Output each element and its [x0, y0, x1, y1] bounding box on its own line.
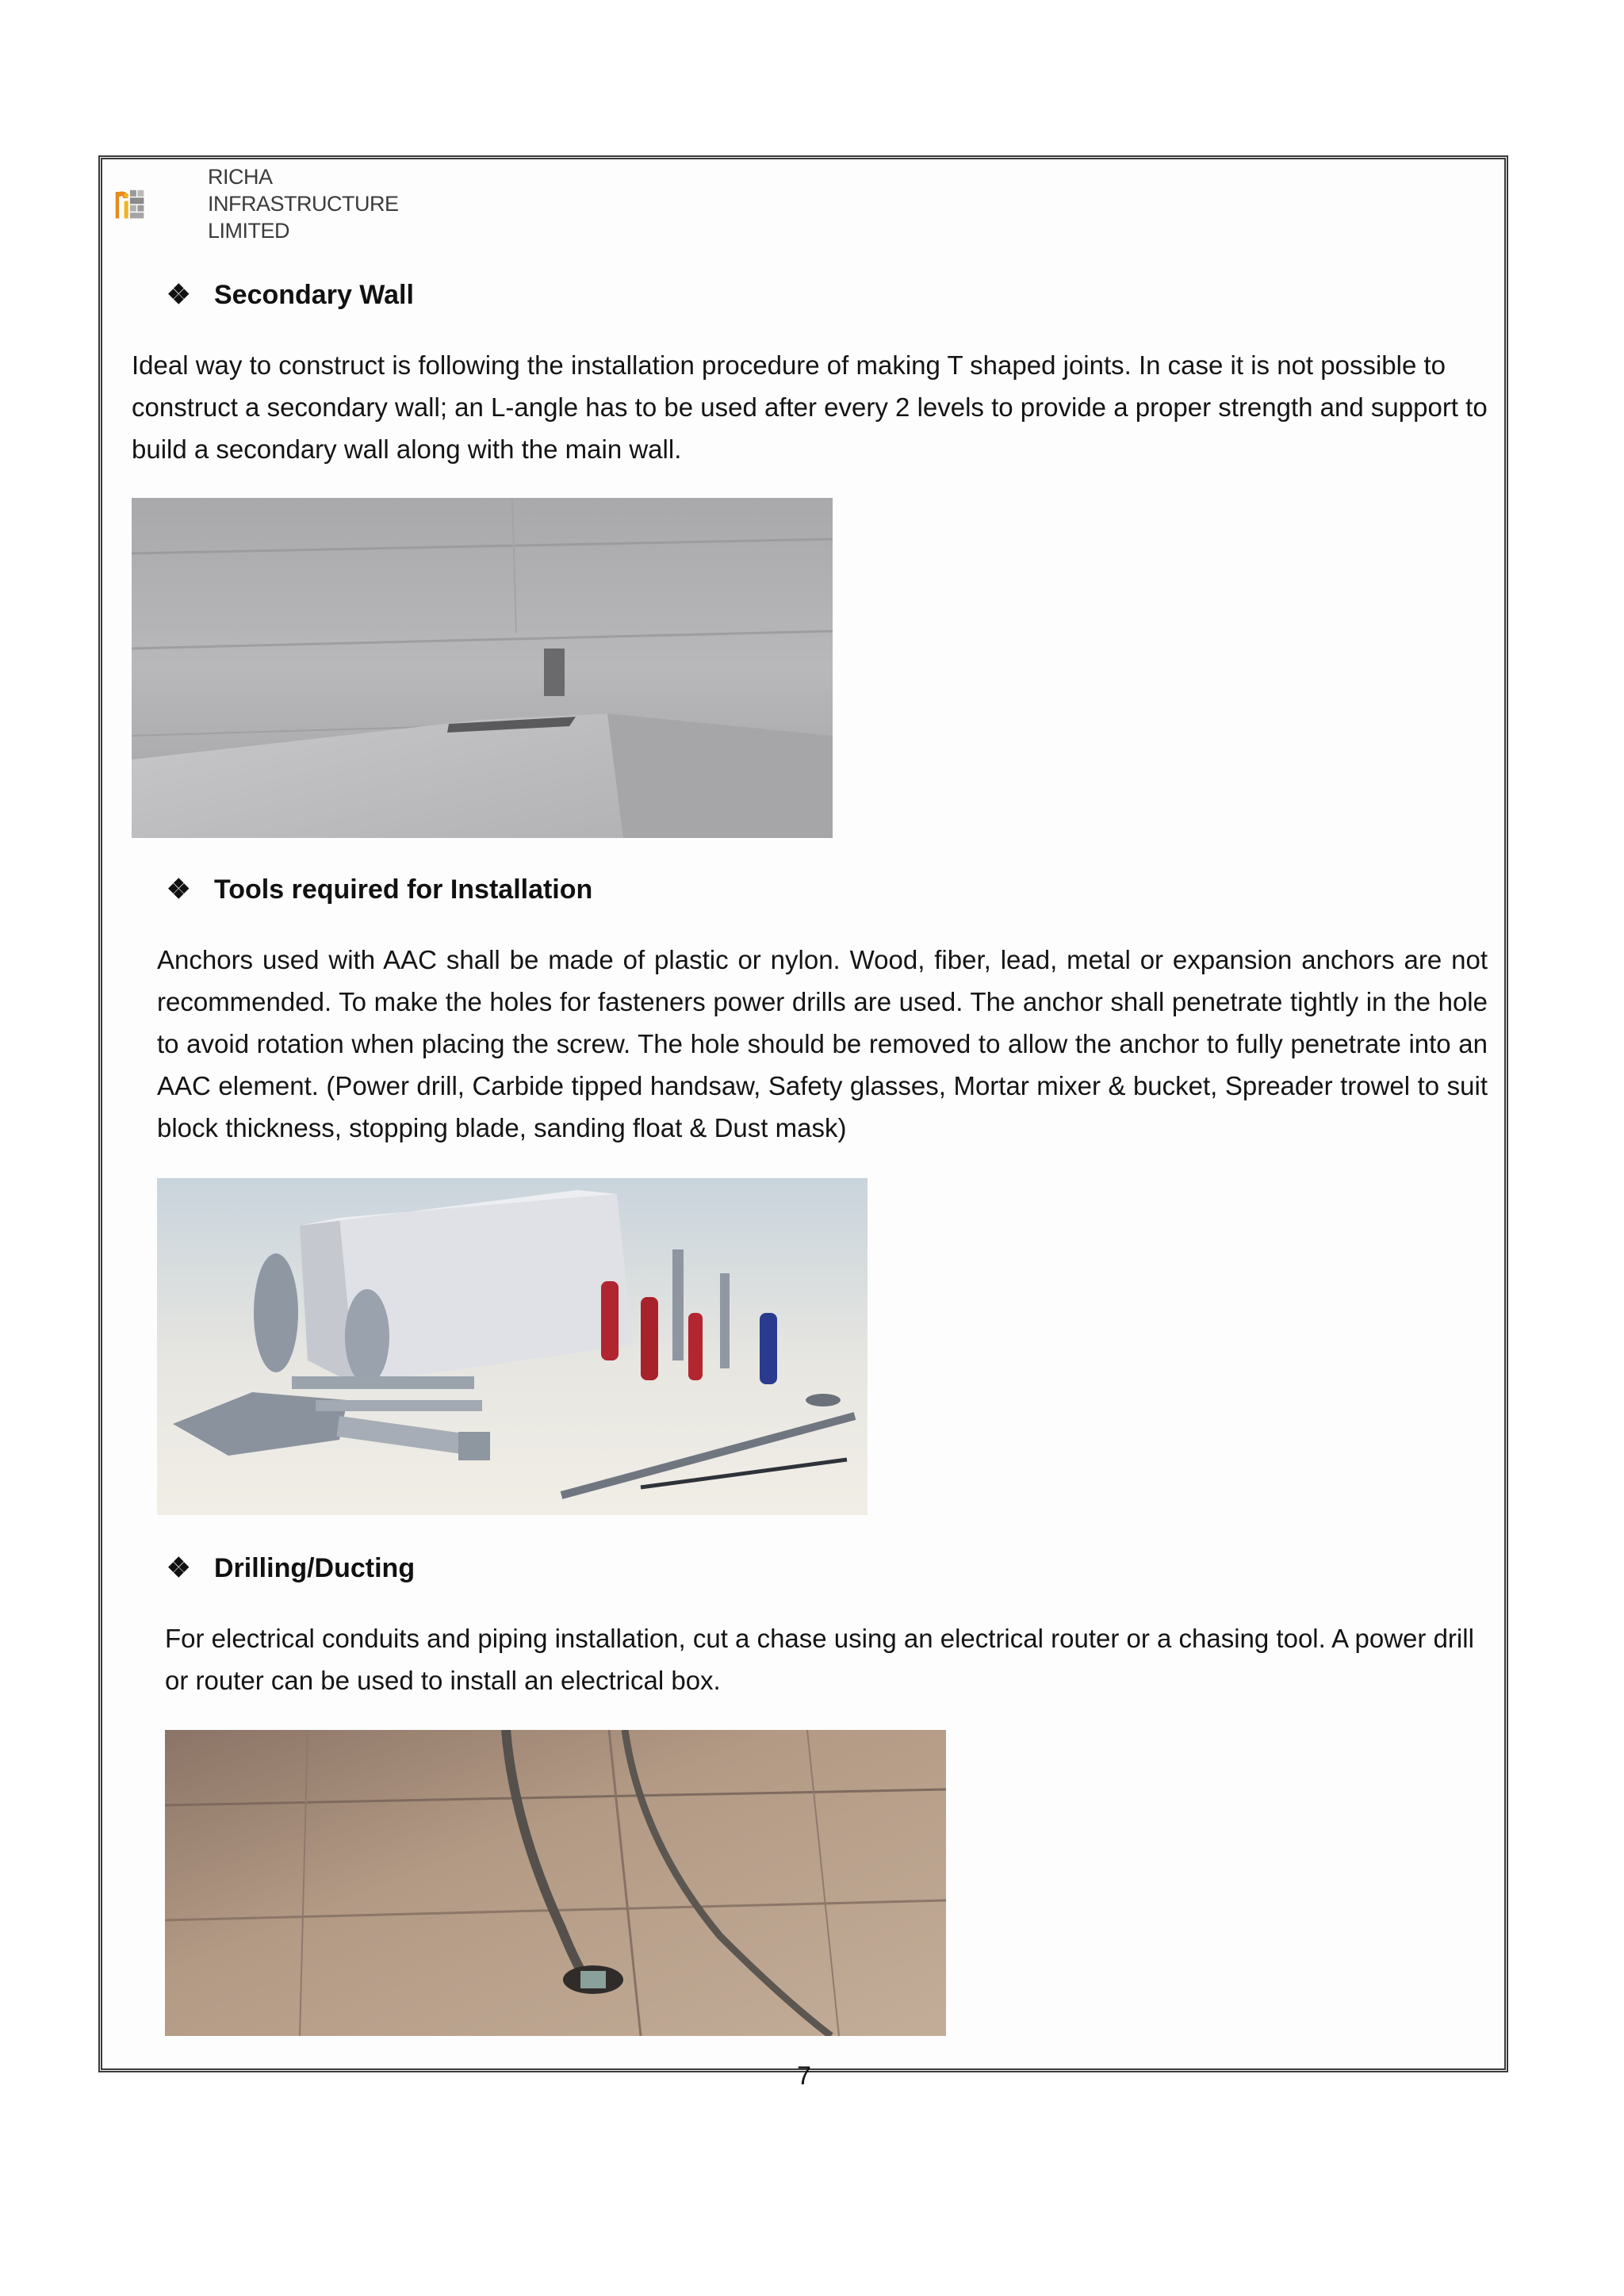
- section-paragraph-secondary-wall: Ideal way to construct is following the installation procedure of making T shaped joints. In case it is not possible to construct a secondary wall; an L-angle has to be used after every 2 levels to provide a proper strength and support to build a secondary wall along with the main wall.: [132, 350, 1488, 464]
- company-name-line2: INFRASTRUCTURE: [208, 192, 399, 216]
- section-heading-text: Secondary Wall: [214, 279, 414, 310]
- section-heading-tools: [167, 874, 592, 905]
- company-name-line3: LIMITED: [208, 219, 290, 243]
- company-logo: [115, 163, 210, 246]
- company-name-line1: RICHA: [208, 165, 273, 189]
- section-heading-drilling: [167, 1552, 415, 1584]
- diamond-bullet-icon: ❖: [167, 1553, 191, 1583]
- diamond-bullet-icon: ❖: [167, 874, 191, 905]
- chase-router-photo: [165, 1730, 946, 2036]
- anchors-photo: [157, 1178, 868, 1515]
- secondary-wall-photo: [132, 498, 833, 838]
- company-name: [208, 163, 399, 244]
- page-number: 7: [797, 2061, 811, 2090]
- section-paragraph-drilling: For electrical conduits and piping installation, cut a chase using an electrical router or a chasing tool. A power drill or router can be used to install an electrical box.: [165, 1624, 1474, 1695]
- diamond-bullet-icon: ❖: [167, 280, 191, 310]
- section-heading-text: Tools required for Installation: [214, 874, 593, 905]
- section-paragraph-tools: Anchors used with AAC shall be made of plastic or nylon. Wood, fiber, lead, metal or expansion anchors are not recommended. To make the holes for fasteners power drills are used. The anchor shall penetrate tightly in the hole to avoid rotation when placing the screw. The hole should be removed to allow the anchor to fully penetrate into an AAC element. (Power drill, Carbide tipped handsaw, Safety glasses, Mortar mixer & bucket, Spreader trowel to suit block thickness, stopping blade, sanding float & Dust mask): [157, 945, 1488, 1142]
- section-heading-text: Drilling/Ducting: [214, 1552, 416, 1583]
- section-heading-secondary-wall: [167, 279, 414, 311]
